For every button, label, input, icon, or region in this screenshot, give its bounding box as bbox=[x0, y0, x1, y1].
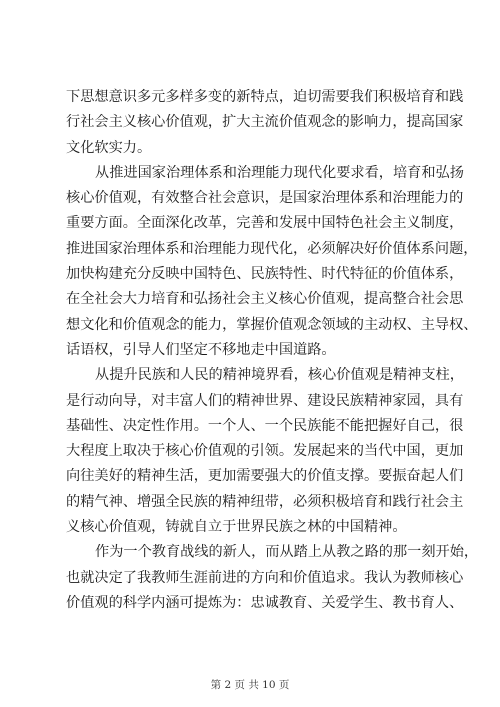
paragraph bbox=[66, 161, 478, 363]
text-line: 基础性、决定性作用。一个人、一个民族能不能把握好自己，很 bbox=[66, 417, 464, 434]
paragraph bbox=[66, 85, 464, 161]
text-line: 也就决定了我教师生涯前进的方向和价值追求。我认为教师核心 bbox=[66, 569, 464, 586]
text-line: 行社会主义核心价值观，扩大主流价值观念的影响力，提高国家 bbox=[66, 114, 464, 131]
text-line: 的精气神、增强全民族的精神纽带，必须积极培育和践行社会主 bbox=[66, 493, 464, 510]
text-line: 向往美好的精神生活，更加需要强大的价值支撑。要振奋起人们 bbox=[66, 468, 464, 485]
text-line: 从提升民族和人民的精神境界看，核心价值观是精神支柱， bbox=[95, 367, 464, 384]
body-text bbox=[66, 85, 479, 616]
text-line: 加快构建充分反映中国特色、民族特性、时代特征的价值体系， bbox=[66, 266, 464, 283]
text-line: 义核心价值观，铸就自立于世界民族之林的中国精神。 bbox=[66, 519, 407, 536]
text-line: 是行动向导，对丰富人们的精神世界、建设民族精神家园，具有 bbox=[66, 392, 464, 409]
text-line: 推进国家治理体系和治理能力现代化，必须解决好价值体系问题， bbox=[66, 240, 478, 257]
text-line: 重要方面。全面深化改革，完善和发展中国特色社会主义制度， bbox=[66, 215, 464, 232]
text-line: 下思想意识多元多样多变的新特点，迫切需要我们积极培育和践 bbox=[66, 89, 464, 105]
text-line: 在全社会大力培育和弘扬社会主义核心价值观，提高整合社会思 bbox=[66, 291, 464, 308]
text-line: 大程度上取决于核心价值观的引领。发展起来的当代中国，更加 bbox=[66, 443, 464, 460]
text-line: 价值观的科学内涵可提炼为：忠诚教育、关爱学生、教书育人、 bbox=[66, 594, 464, 611]
text-line: 核心价值观，有效整合社会意识，是国家治理体系和治理能力的 bbox=[66, 190, 464, 207]
text-line: 想文化和价值观念的能力，掌握价值观念领域的主动权、主导权、 bbox=[66, 316, 478, 333]
text-line: 话语权，引导人们坚定不移地走中国道路。 bbox=[66, 341, 336, 358]
text-line: 从推进国家治理体系和治理能力现代化要求看，培育和弘扬 bbox=[95, 164, 464, 181]
paragraph bbox=[66, 540, 479, 616]
paragraph bbox=[66, 363, 464, 540]
page-footer: 第 2 页 共 10 页 bbox=[210, 679, 290, 691]
text-line: 文化软实力。 bbox=[66, 139, 152, 156]
text-line: 作为一个教育战线的新人，而从踏上从教之路的那一刻开始， bbox=[95, 544, 479, 561]
